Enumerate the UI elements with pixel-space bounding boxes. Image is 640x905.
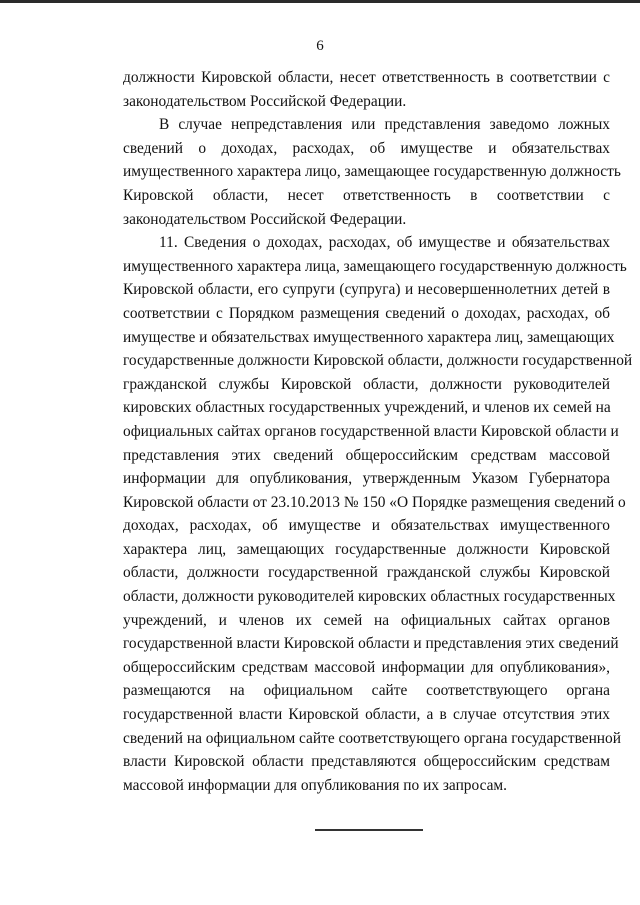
- text-line: официальных сайтах органов государственной власти Кировской области и: [123, 422, 619, 440]
- text-line: В случае непредставления или представления заведомо ложных: [159, 116, 610, 134]
- text-line: государственной власти Кировской области и представления этих сведений: [123, 635, 619, 653]
- text-line: имущественного характера лицо, замещающее государственную должность: [123, 163, 621, 181]
- text-line: общероссийским средствам массовой информации для опубликования»,: [123, 658, 610, 676]
- text-line: государственные должности Кировской области, должности государственной: [123, 352, 633, 370]
- text-line: законодательством Российской Федерации.: [123, 210, 407, 228]
- text-line: размещаются на официальном сайте соответствующего органа: [123, 682, 610, 700]
- page-number: 6: [316, 38, 324, 54]
- paragraph-continuation: [123, 66, 610, 113]
- text-line: имуществе и обязательствах имущественного характера лиц, замещающих: [123, 328, 615, 346]
- text-line: характера лиц, замещающих государственные должности Кировской: [123, 540, 610, 558]
- text-line: области, должности руководителей кировских областных государственных: [123, 588, 616, 606]
- text-line: 11. Сведения о доходах, расходах, об имуществе и обязательствах: [159, 234, 610, 252]
- text-line: представления этих сведений общероссийским средствам массовой: [123, 446, 610, 464]
- text-line: информации для опубликования, утвержденным Указом Губернатора: [123, 470, 610, 488]
- text-line: законодательством Российской Федерации.: [123, 92, 407, 110]
- text-line: сведений на официальном сайте соответствующего органа государственной: [123, 729, 621, 747]
- text-line: власти Кировской области представляются общероссийским средствам: [123, 753, 610, 771]
- text-line: области, должности государственной гражданской службы Кировской: [123, 564, 610, 582]
- page-top-edge: [0, 0, 640, 3]
- paragraph-liability: [123, 113, 621, 231]
- text-line: Кировской области, несет ответственность в соответствии с: [123, 186, 610, 204]
- text-line: учреждений, и членов их семей на официальных сайтах органов: [123, 611, 610, 629]
- document-body: [123, 66, 633, 797]
- text-line: массовой информации для опубликования по их запросам.: [123, 776, 508, 794]
- text-line: государственной власти Кировской области, а в случае отсутствия этих: [123, 706, 610, 724]
- text-line: гражданской службы Кировской области, должности руководителей: [123, 375, 610, 393]
- text-line: доходах, расходах, об имуществе и обязательствах имущественного: [123, 517, 610, 535]
- text-line: соответствии с Порядком размещения сведений о доходах, расходах, об: [123, 304, 610, 322]
- end-of-document-divider: [315, 829, 423, 831]
- text-line: кировских областных государственных учреждений, и членов их семей на: [123, 399, 611, 417]
- text-line: Кировской области от 23.10.2013 № 150 «О Порядке размещения сведений о: [123, 493, 626, 511]
- text-line: должности Кировской области, несет ответственность в соответствии с: [123, 69, 610, 86]
- paragraph-item-11: [123, 231, 633, 797]
- text-line: Кировской области, его супруги (супруга) и несовершеннолетних детей в: [123, 281, 610, 299]
- text-line: сведений о доходах, расходах, об имуществе и обязательствах: [123, 139, 610, 157]
- text-line: имущественного характера лица, замещающего государственную должность: [123, 257, 627, 275]
